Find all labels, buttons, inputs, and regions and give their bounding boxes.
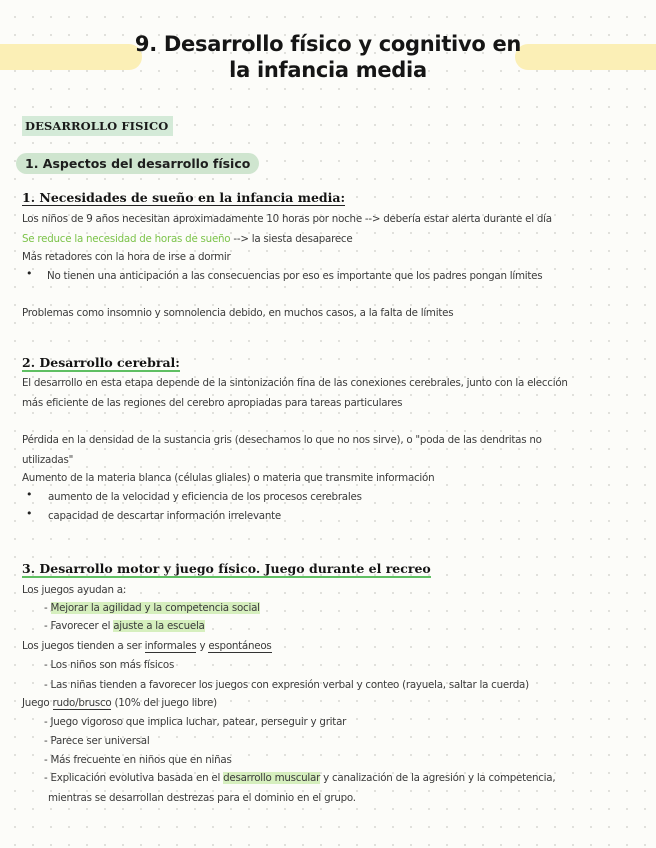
brain-bullet-2: capacidad de descartar información irrelevante [48,510,282,522]
sleep-line-2-green: reduce la necesidad de horas de sueño [37,233,231,245]
motor-tend-item-1: - Los niños son más físicos [44,659,175,671]
motor-item-2-highlight: ajuste a la escuela [113,620,205,632]
brain-bullet-1: aumento de la velocidad y eficiencia de los procesos cerebrales [48,491,362,503]
motor-rough-item-2: - Parece ser universal [44,735,150,747]
motor-rough [22,697,217,709]
motor-tend-informal: informales [144,640,197,652]
sleep-line-4: Problemas como insomnio y somnolencia debido, en muchos casos, a la falta de límites [22,307,454,319]
motor-rough-item-4-suffix: y canalización de la agresión y la competencia, [320,772,556,784]
brain-para3: Aumento de la materia blanca (células gliales) o materia que transmite información [22,472,435,484]
motor-item-2-prefix: - Favorecer el [44,620,114,632]
motor-item-1-prefix: - [44,602,51,614]
motor-item-2 [44,620,205,632]
motor-heading-text: 3. Desarrollo motor y juego físico. Juego durante el recreo [22,561,431,576]
motor-tend-item-2: - Las niñas tienden a favorecer los juegos con expresión verbal y conteo (rayuela, saltar la cuerda) [44,679,529,691]
sleep-line-2-prefix: Se [22,233,38,245]
sleep-line-3: Más retadores con la hora de irse a dormir [22,251,231,263]
motor-tend-spontaneous: espontáneos [208,640,272,652]
sleep-line-1: Los niños de 9 años necesitan aproximadamente 10 horas por noche --> debería estar alerta durante el día [22,213,552,225]
sleep-line-2-suffix: --> la siesta desaparece [230,233,353,245]
motor-tend-prefix: Los juegos tienden a ser [22,640,145,652]
sleep-heading-text: 1. Necesidades de sueño en la infancia media: [22,190,346,205]
sleep-heading [22,190,345,205]
brain-para1-line2: más eficiente de las regiones del cerebro apropiadas para tareas particulares [22,397,403,409]
brain-para2-line2: utilizadas" [22,454,74,466]
brain-para2-line1: Pérdida en la densidad de la sustancia gris (desechamos lo que no nos sirve), o "poda de las dendritas no [22,434,542,446]
motor-item-1-highlight: Mejorar la agilidad y la competencia social [50,602,260,614]
motor-tend [22,640,272,652]
brain-heading [22,355,180,370]
motor-intro: Los juegos ayudan a: [22,584,127,596]
page-title-line1: 9. Desarrollo físico y cognitivo en [134,32,522,56]
motor-item-1 [44,602,260,614]
motor-tend-mid: y [196,640,209,652]
page-title-line2: la infancia media [229,58,427,82]
bullet-dot: • [26,507,33,520]
bullet-dot: • [26,267,33,280]
motor-heading [22,561,431,576]
section-heading: DESARROLLO FISICO [22,116,173,136]
motor-rough-item-4-prefix: - Explicación evolutiva basada en el [44,772,224,784]
motor-rough-underlined: rudo/brusco [52,697,112,709]
motor-rough-suffix: (10% del juego libre) [111,697,217,709]
motor-rough-item-4-cont: mientras se desarrollan destrezas para el dominio en el grupo. [48,792,356,804]
motor-rough-item-4 [44,772,555,784]
sleep-line-2 [22,233,352,245]
sleep-bullet-1: No tienen una anticipación a las consecuencias por eso es importante que los padres pongan límites [47,270,543,282]
motor-rough-item-3: - Más frecuente en niños que en niñas [44,754,232,766]
bullet-dot: • [26,488,33,501]
motor-rough-item-4-highlight: desarrollo muscular [223,772,321,784]
motor-rough-prefix: Juego [22,697,53,709]
motor-rough-item-1: - Juego vigoroso que implica luchar, patear, perseguir y gritar [44,716,347,728]
subheading-pill: 1. Aspectos del desarrollo físico [16,153,259,174]
brain-heading-text: 2. Desarrollo cerebral: [22,355,180,370]
brain-para1-line1: El desarrollo en esta etapa depende de la sintonización fina de las conexiones cerebrales, junto con la elección [22,377,568,389]
